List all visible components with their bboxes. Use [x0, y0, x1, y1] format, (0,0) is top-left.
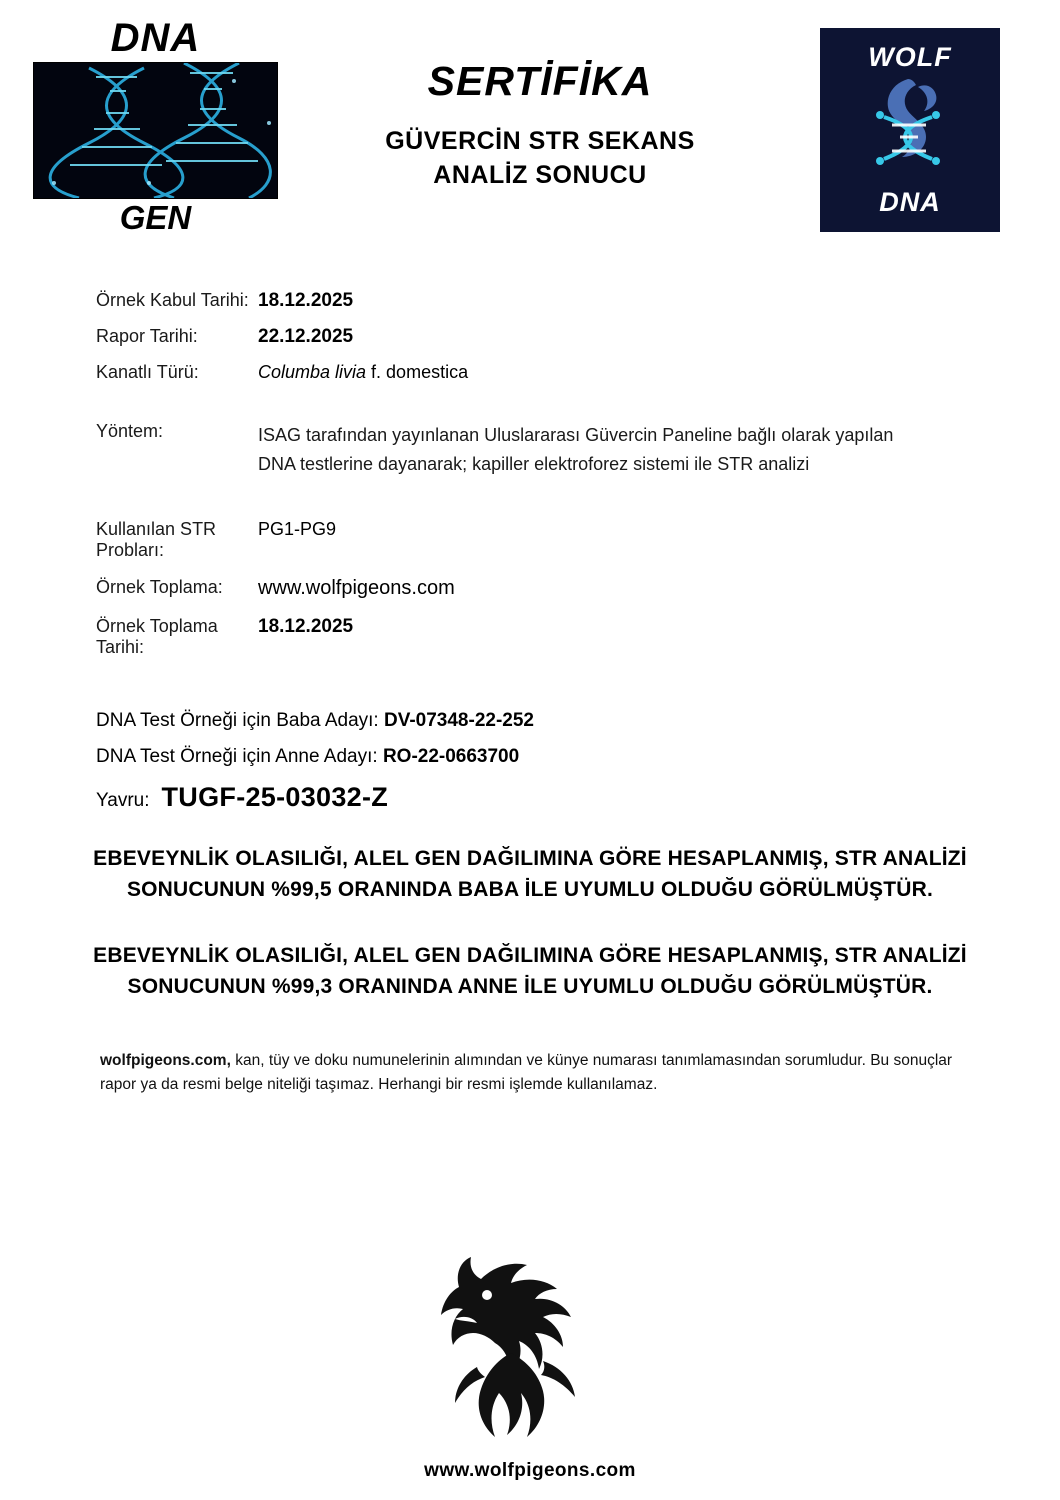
field-row-species — [0, 362, 1060, 383]
chick-label: Yavru: — [96, 789, 150, 811]
field-row-method — [0, 421, 1060, 479]
mother-match-statement: EBEVEYNLİK OLASILIĞI, ALEL GEN DAĞILIMINA GÖRE HESAPLANMIŞ, STR ANALİZİ SONUCUNUN %99,3 ORANINDA ANNE İLE UYUMLU OLDUĞU GÖRÜLMÜŞTÜR. — [93, 943, 967, 999]
sample-collection-value: www.wolfpigeons.com — [258, 576, 455, 599]
wolf-head-icon — [415, 1249, 645, 1449]
sample-collection-date-label: Örnek Toplama Tarihi: — [96, 615, 218, 657]
certificate-body — [0, 290, 1060, 1098]
mother-candidate-row — [96, 746, 1060, 768]
chick-value: TUGF-25-03032-Z — [161, 781, 389, 812]
father-candidate-row — [96, 710, 1060, 732]
field-row-sample-accept-date — [0, 290, 1060, 312]
wolf-logo-graphic — [822, 73, 998, 185]
sample-collection-date-value: 18.12.2025 — [258, 615, 354, 637]
field-row-report-date — [0, 326, 1060, 348]
dna-helix-graphic — [34, 63, 277, 198]
report-date-label: Rapor Tarihi: — [96, 326, 198, 346]
certificate-header — [0, 0, 1060, 265]
method-label: Yöntem: — [96, 421, 164, 441]
page-title: SERTİFİKA — [427, 58, 653, 104]
field-row-str-probes — [0, 519, 1060, 561]
wolf-helix-icon — [822, 73, 998, 185]
wolf-dna-logo — [820, 28, 1000, 232]
disclaimer-body: kan, tüy ve doku numunelerinin alımından ve künye numarası tanımlamasından sorumludur. Bu sonuçlar rapor ya da resmi belge niteliği taşımaz. Herhangi bir resmi işlemde kullanılamaz. — [100, 1051, 953, 1094]
father-match-statement: EBEVEYNLİK OLASILIĞI, ALEL GEN DAĞILIMINA GÖRE HESAPLANMIŞ, STR ANALİZİ SONUCUNUN %99,5 ORANINDA BABA İLE UYUMLU OLDUĞU GÖRÜLMÜŞTÜR. — [93, 846, 967, 902]
chick-row — [96, 782, 1060, 813]
report-date-value: 22.12.2025 — [258, 326, 354, 347]
wolf-logo-bottom-word: DNA — [879, 187, 941, 217]
wolf-logo-top-word: WOLF — [868, 42, 952, 72]
footer-website-url: www.wolfpigeons.com — [424, 1460, 636, 1481]
species-label: Kanatlı Türü: — [96, 362, 199, 382]
wolf-head-logo — [415, 1249, 645, 1454]
sample-accept-date-label: Örnek Kabul Tarihi: — [96, 290, 249, 310]
species-latin-name: Columba livia — [258, 362, 367, 382]
subtitle-line-1: GÜVERCİN STR SEKANS — [385, 127, 695, 155]
mother-candidate-value: RO-22-0663700 — [382, 745, 520, 767]
str-probes-value: PG1-PG9 — [258, 518, 337, 539]
mother-candidate-label: DNA Test Örneği için Anne Adayı: — [96, 745, 378, 767]
dna-helix-image — [33, 62, 278, 199]
field-group-sampling — [0, 519, 1060, 658]
father-candidate-value: DV-07348-22-252 — [383, 709, 534, 731]
subtitle-line-2: ANALİZ SONUCU — [433, 160, 647, 189]
dna-gen-logo — [28, 18, 283, 234]
field-row-sample-collection-date — [0, 616, 1060, 658]
father-candidate-label: DNA Test Örneği için Baba Adayı: — [96, 709, 379, 731]
str-probes-label: Kullanılan STR Probları: — [96, 518, 217, 560]
disclaimer-brand: wolfpigeons.com, — [100, 1051, 231, 1069]
method-value: ISAG tarafından yayınlanan Uluslararası Güvercin Paneline bağlı olarak yapılan DNA testlerine dayanarak; kapiller elektroforez sistemi ile STR analizi — [258, 425, 894, 474]
dna-gen-bottom-word: GEN — [119, 199, 192, 236]
title-block — [300, 58, 780, 193]
species-value-rest: f. domestica — [366, 362, 469, 382]
sample-accept-date-value: 18.12.2025 — [258, 290, 354, 311]
disclaimer-text — [100, 1049, 980, 1099]
species-value — [258, 362, 468, 383]
dna-gen-top-word: DNA — [110, 16, 201, 60]
parentage-block — [0, 710, 1060, 813]
sample-collection-label: Örnek Toplama: — [96, 576, 223, 597]
field-row-sample-collection — [0, 577, 1060, 600]
certificate-footer — [0, 1249, 1060, 1482]
